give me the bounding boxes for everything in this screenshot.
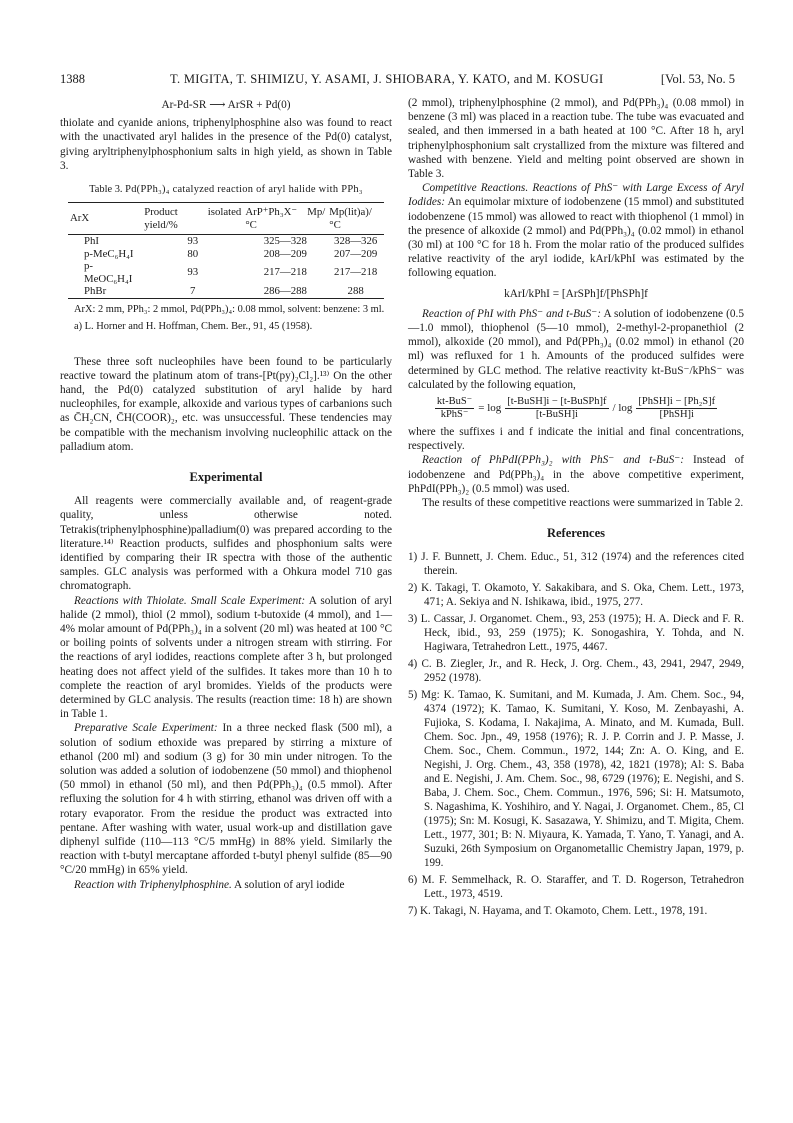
- section-title-experimental: Experimental: [189, 469, 263, 484]
- paragraph: These three soft nucleophiles have been found to be particularly reactive toward the platinum atom of trans-[Pt(py)₂Cl₂].¹³⁾ On the other hand, the Pd(0) catalyzed substitution of aryl halide by hard nucleophiles, for example, alkoxide and various types of carbanions such as C̄H₂CN, C̄H(COOR)₂, etc. was unsuccessful. These tendencies may be compatible with the mechanism involving nucleophilic attack on the palladium atom.: [60, 355, 392, 453]
- header-volume: [Vol. 53, No. 5: [660, 72, 735, 86]
- reference-item: 1) J. F. Bunnett, J. Chem. Educ., 51, 312 (1974) and the references cited therein.: [408, 551, 744, 578]
- table-title: Pd(PPh₃)₄ catalyzed reaction of aryl halide with PPh₃: [125, 184, 363, 196]
- table-cell: 207—209: [334, 247, 378, 260]
- header-authors: T. MIGITA, T. SHIMIZU, Y. ASAMI, J. SHIOBARA, Y. KATO, and M. KOSUGI: [170, 72, 604, 86]
- table-header-cell: ArX: [70, 212, 90, 225]
- equation-fraction: [408, 396, 744, 421]
- paragraph: [60, 878, 392, 892]
- equation: kArI/kPhI = [ArSPh]f/[PhSPh]f: [504, 287, 648, 300]
- paragraph-body: A solution of aryl halide (2 mmol), thiol (2 mmol), sodium t-butoxide (4 mmol), and 1—4% molar amount of Pd(PPh₃)₄ in a solvent (20 ml) was heated at 100 °C or boiling points of solvents under a nitrogen stream with stirring. For the reactions of aryl iodides, reactions complete after 3 h, but prolonged heating does not affect yield of the sulfides. It takes more than 10 h to complete the reaction of aryl bromides. Yields of the products were determined by GLC analysis. The results (reaction time: 18 h) are shown in Table 1.: [60, 594, 392, 721]
- table-cell: 93: [187, 235, 199, 248]
- paragraph: [60, 594, 392, 722]
- fraction: [636, 396, 717, 421]
- table-row: [68, 260, 384, 285]
- table-cell: PhI: [84, 235, 99, 248]
- paragraph-body: An equimolar mixture of iodobenzene (15 mmol) and substituted iodobenzene (15 mmol) was allowed to react with thiophenol (1 mmol) in the presence of alkoxide (2 mmol) and Pd(PPh₃)₄ (0.02 mmol) in ethanol (30 ml) at 100 °C for 18 h. From the molar ratio of the produced sulfides relative reactivity of the aryl iodide, kArI/kPhI was estimated by the following equation.: [408, 196, 744, 280]
- paragraph: The results of these competitive reactions were summarized in Table 2.: [422, 497, 744, 510]
- paragraph-heading: Reaction with Triphenylphosphine.: [74, 878, 232, 891]
- paragraph-heading: Competitive Reactions. Reactions of PhS⁻ with Large Excess of Aryl Iodides:: [408, 182, 744, 209]
- paragraph-body: A solution of iodobenzene (0.5—1.0 mmol), thiophenol (5—10 mmol), 2-methyl-2-propanethiol (2 mmol), alkoxide (20 mmol), and Pd(PPh₃)₄ (0.02 mmol) in ethanol (20 ml) was refluxed for 1 h. Amounts of the produced sulfides were determined by GLC method. The relative reactivity kt-BuS⁻/kPhS⁻ was calculated by the following equation,: [408, 307, 744, 391]
- running-header: [60, 72, 735, 90]
- table-row: [68, 235, 384, 248]
- table-header-cell: ArP⁺Ph₃X⁻ Mp/°C: [245, 206, 326, 231]
- fraction-denominator: kPhS⁻: [440, 409, 469, 421]
- paragraph-heading: Preparative Scale Experiment:: [74, 722, 218, 735]
- reaction-equation: Ar-Pd-SR ⟶ ArSR + Pd(0): [161, 99, 291, 111]
- equation-operator: = log: [478, 402, 502, 415]
- paragraph: [408, 453, 744, 496]
- fraction-numerator: kt-BuS⁻: [436, 396, 473, 408]
- fraction: [505, 396, 608, 421]
- paragraph: thiolate and cyanide anions, triphenylphosphine also was found to react with the unactivated aryl halides in the presence of the Pd(0) catalyst, giving aryltriphenylphosphonium salts in high yield, as shown in Table 3.: [60, 117, 392, 172]
- table-cell: 80: [187, 247, 199, 260]
- table-row: [68, 248, 384, 261]
- table-cell: 93: [187, 266, 199, 279]
- paragraph-body: In a three necked flask (500 ml), a solution of sodium ethoxide was prepared by stirring a mixture of ethanol (200 ml) and sodium (3 g) for 30 min under nitrogen. To the solution was added a solution of iodobenzene (50 mmol) and thiophenol (50 mmol) in ethanol (50 ml), and then Pd(PPh₃)₄ (0.5 mmol). After refluxing the solution for 4 h with stirring, ethanol was driven off with a rotary evaporator. From the residue the product was extracted into pentane. After washing with water, usual work-up and distillation gave diphenyl sulfide (110—113 °C/5 mmHg) in 88% yield. Similarly the reaction with t-butyl mercaptane afforded t-butyl phenyl sulfide (85—90 °C/20 mmHg) in 65% yield.: [60, 722, 393, 877]
- left-column: [60, 96, 392, 892]
- table-label: Table 3.: [89, 184, 123, 196]
- right-column: [408, 96, 744, 921]
- table-cell: PhBr: [84, 285, 107, 298]
- table-footnote: a) L. Horner and H. Hoffman, Chem. Ber., 91, 45 (1958).: [74, 320, 313, 332]
- page-number: 1388: [60, 72, 85, 86]
- table-cell: 7: [190, 285, 196, 298]
- paragraph: [408, 307, 744, 392]
- table-cell: 328—326: [334, 235, 378, 248]
- fraction-numerator: [t-BuSH]i − [t-BuSPh]f: [507, 396, 607, 408]
- table-cell: 217—218: [334, 266, 378, 279]
- paragraph: (2 mmol), triphenylphosphine (2 mmol), and Pd(PPh₃)₄ (0.08 mmol) in benzene (3 ml) was placed in a reaction tube. The tube was evacuated and sealed, and then immersed in a bath heated at 100 °C. After 18 h, aryl triphenylphosphonium salt crystallized from the mixture was filtered and washed with benzene. Yield and melting point observed are shown in Table 3.: [408, 97, 744, 181]
- paragraph-heading: Reaction of PhPdI(PPh₃)₂ with PhS⁻ and t-BuS⁻:: [422, 454, 684, 467]
- table-row: [68, 285, 384, 298]
- paragraph-body: Instead of iodobenzene and Pd(PPh₃)₄ in the above competitive experiment, PhPdI(PPh₃)₂ (0.5 mmol) was used.: [408, 454, 745, 495]
- section-title-references: References: [546, 526, 606, 541]
- table-cell: 288: [347, 285, 364, 298]
- paragraph: [408, 181, 744, 280]
- table-cell: 208—209: [263, 247, 307, 260]
- table-header-row: [68, 203, 384, 235]
- paragraph: [60, 721, 392, 877]
- table-cell: p-MeOC₆H₄I: [84, 260, 133, 285]
- table-header-cell: Mp(lit)a)/°C: [329, 206, 372, 231]
- table-3: [68, 202, 384, 299]
- fraction-denominator: [t-BuSH]i: [535, 409, 578, 421]
- table-cell: 286—288: [263, 285, 307, 298]
- paragraph: where the suffixes i and f indicate the initial and final concentrations, respectively.: [408, 426, 744, 453]
- reference-item: 5) Mg: K. Tamao, K. Sumitani, and M. Kumada, J. Am. Chem. Soc., 94, 4374 (1972); K. Tamao, K. Sumitani, Y. Koso, M. Zenbayashi, A. Fujioka, S. Kodama, I. Nakajima, A. Minato, and M. Kumada, Bull. Chem. Soc. Jpn., 49, 1958 (1976); R. J. P. Corrin and J. P. Masse, J. Chem. Soc., Chem. Commun., 1972, 144; Zn: A. O. King, and E. Negishi, J. Org. Chem., 43, 358 (1978), 42, 1821 (1978); Al: S. Baba and E. Negishi, J. Am. Chem. Soc., 98, 6729 (1976); E. Negishi, and S. Baba, J. Chem. Soc., Chem. Commun., 1976, 596; Si: H. Matsumoto, S. Nagashima, K. Yoshihiro, and Y. Nagai, J. Organomet. Chem., 85, Cl (1975); Sn: M. Kosugi, K. Sasazawa, Y. Shimizu, and T. Migita, Chem. Lett., 1977, 301; B: N. Miyaura, K. Yamada, T. Yano, T. Yanagi, and A. Suzuki, 26th Symposium on Organometallic Chemistry Japan, 1979, p. 199.: [408, 689, 744, 870]
- paragraph: All reagents were commercially available and, of reagent-grade quality, unless otherwise noted. Tetrakis(triphenylphosphine)palladium(0) was prepared according to the literature.¹⁴⁾ Reaction products, sulfides and phosphonium salts were identified by comparing their IR spectra with those of the authentic samples. GLC analysis was performed with a Ohkura model 710 gas chromatograph.: [60, 495, 392, 593]
- reference-item: 2) K. Takagi, T. Okamoto, Y. Sakakibara, and S. Oka, Chem. Lett., 1973, 471; A. Sekiya and N. Ishikawa, ibid., 1975, 277.: [408, 582, 744, 609]
- table-header-cell: Product isolated yield/%: [144, 206, 242, 231]
- table-cell: 325—328: [263, 235, 307, 248]
- fraction-denominator: [PhSH]i: [659, 409, 694, 421]
- table-caption: [60, 183, 392, 196]
- reference-item: 6) M. F. Semmelhack, R. O. Staraffer, and T. D. Rogerson, Tetrahedron Lett., 1973, 4519.: [408, 874, 744, 901]
- table-note: ArX: 2 mm, PPh₃: 2 mmol, Pd(PPh₃)₄: 0.08 mmol, solvent: benzene: 3 ml.: [74, 303, 385, 315]
- fraction: [435, 396, 474, 421]
- table-cell: 217—218: [263, 266, 307, 279]
- table-cell: p-MeC₆H₄I: [84, 247, 134, 260]
- reference-item: 4) C. B. Ziegler, Jr., and R. Heck, J. Org. Chem., 43, 2941, 2947, 2949, 2952 (1978).: [408, 658, 744, 685]
- reference-item: 7) K. Takagi, N. Hayama, and T. Okamoto, Chem. Lett., 1978, 191.: [408, 905, 708, 918]
- paragraph-heading: Reaction of PhI with PhS⁻ and t-BuS⁻:: [422, 307, 601, 320]
- reference-item: 3) L. Cassar, J. Organomet. Chem., 93, 253 (1975); H. A. Dieck and F. R. Heck, ibid., 93, 259 (1975); K. Sonogashira, Y. Tohda, and N. Hagiwara, Tetrahedron Lett., 1975, 4467.: [408, 613, 744, 654]
- reference-list: [408, 550, 744, 918]
- equation-operator: / log: [612, 402, 633, 415]
- paragraph-body: A solution of aryl iodide: [234, 878, 345, 891]
- fraction-numerator: [PhSH]i − [Ph₂S]f: [638, 396, 716, 408]
- paragraph-heading: Reactions with Thiolate. Small Scale Experiment:: [74, 594, 306, 607]
